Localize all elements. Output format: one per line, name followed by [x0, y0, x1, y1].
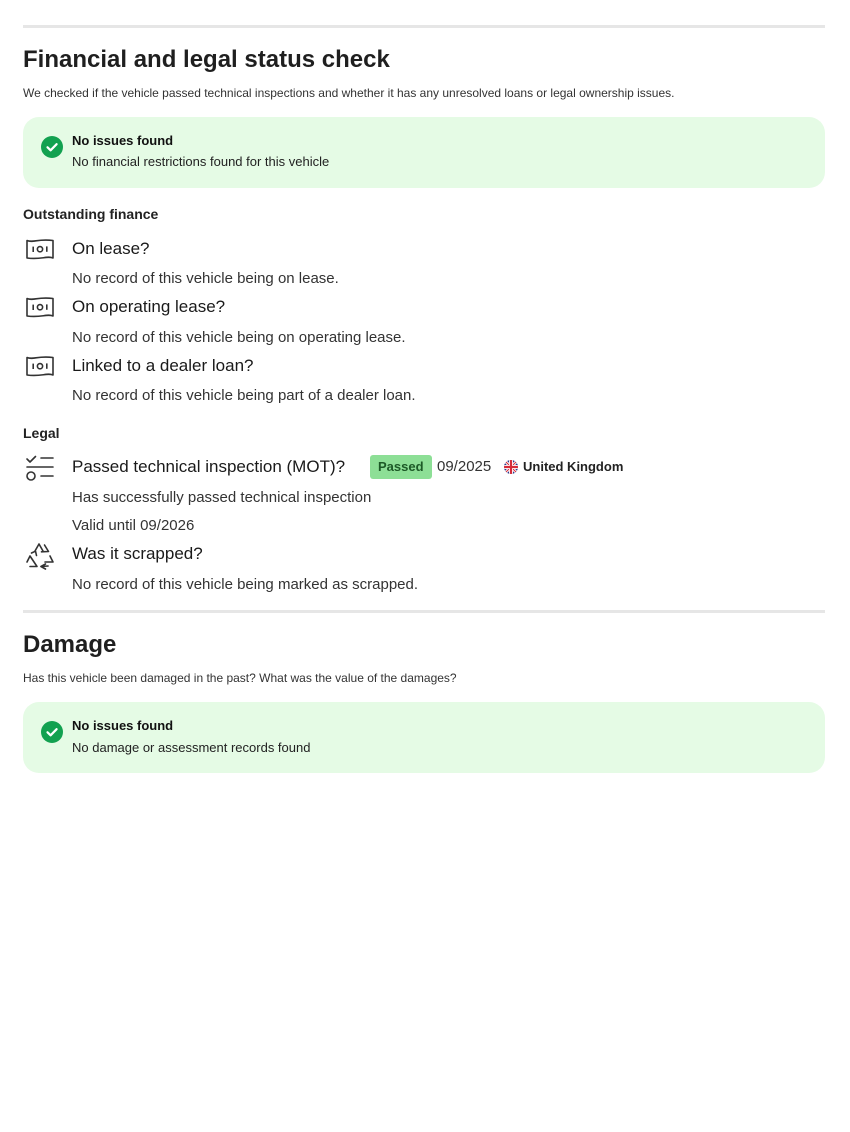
section-divider — [23, 25, 825, 28]
mot-title: Passed technical inspection (MOT)? — [72, 457, 346, 476]
financial-status-box — [23, 117, 825, 188]
financial-section-description: We checked if the vehicle passed technical inspections and whether it has any unresolved loans or legal ownership issues. — [23, 86, 675, 100]
damage-status-box — [23, 702, 825, 773]
mot-country: United Kingdom — [523, 459, 624, 474]
finance-item-title: On operating lease? — [72, 297, 226, 316]
checklist-icon — [25, 454, 55, 484]
banknote-icon — [25, 354, 55, 384]
damage-section-title: Damage — [23, 631, 117, 658]
outstanding-finance-label: Outstanding finance — [23, 206, 159, 222]
finance-item-title: Linked to a dealer loan? — [72, 356, 254, 375]
legal-label: Legal — [23, 425, 60, 441]
status-subtitle: No financial restrictions found for this vehicle — [72, 154, 330, 169]
status-title: No issues found — [72, 718, 174, 733]
scrapped-text: No record of this vehicle being marked as scrapped. — [72, 576, 419, 593]
finance-item-text: No record of this vehicle being on operating lease. — [72, 329, 406, 346]
banknote-icon — [25, 237, 55, 267]
finance-item-title: On lease? — [72, 239, 150, 258]
check-circle-icon — [41, 721, 63, 743]
finance-item-text: No record of this vehicle being part of a dealer loan. — [72, 387, 416, 404]
uk-flag-icon — [504, 460, 518, 474]
banknote-icon — [25, 295, 55, 325]
section-divider — [23, 610, 825, 613]
status-subtitle: No damage or assessment records found — [72, 740, 311, 755]
status-title: No issues found — [72, 133, 174, 148]
damage-section-description: Has this vehicle been damaged in the past? What was the value of the damages? — [23, 671, 457, 685]
financial-section-title: Financial and legal status check — [23, 46, 390, 73]
check-circle-icon — [41, 136, 63, 158]
mot-text: Has successfully passed technical inspection — [72, 489, 372, 506]
mot-valid-until: Valid until 09/2026 — [72, 517, 195, 534]
scrapped-title: Was it scrapped? — [72, 544, 203, 563]
finance-item-text: No record of this vehicle being on lease. — [72, 270, 339, 287]
recycle-icon — [25, 541, 55, 571]
mot-date: 09/2025 — [437, 458, 492, 475]
mot-status-badge: Passed — [370, 455, 432, 479]
